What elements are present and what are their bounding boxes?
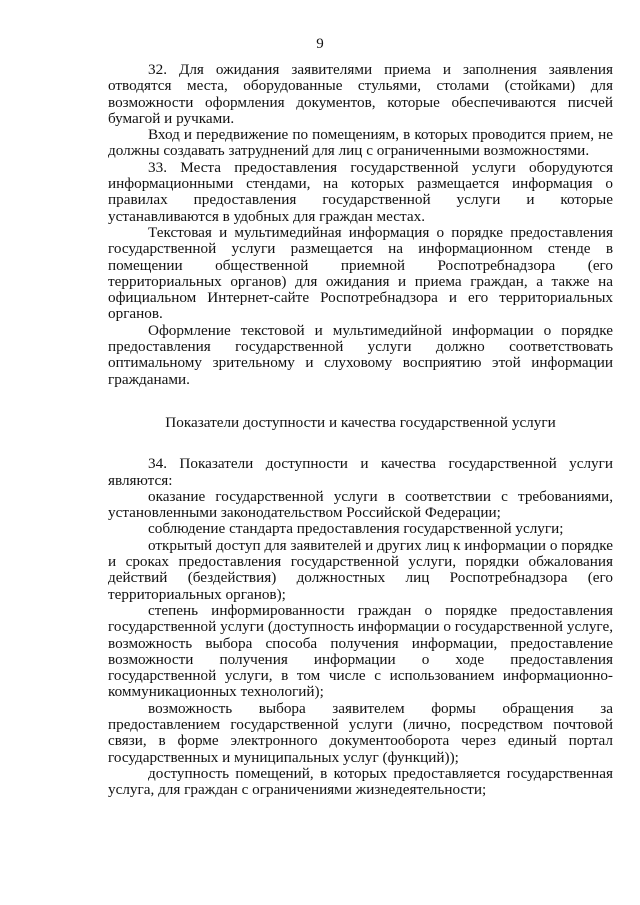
list-item-appeal-form-choice: возможность выбора заявителем формы обращения за предоставлением государственной услуги (лично, посредством почтовой связи, в форме электронного документооборота через единый портал государственных и муниципальных услуг (функций)); xyxy=(108,699,613,766)
list-item-standard-compliance: соблюдение стандарта предоставления государственной услуги; xyxy=(148,520,564,538)
section-heading: Показатели доступности и качества государственной услуги xyxy=(165,413,556,431)
document-body xyxy=(108,62,613,798)
paragraph-34-indicators: 34. Показатели доступности и качества государственной услуги являются: xyxy=(108,455,613,489)
paragraph-text-multimedia-info: Текстовая и мультимедийная информация о порядке предоставления государственной услуги размещается на информационном стенде в помещении общественной приемной Роспотребнадзора (его территориальных органов) для ожидания и приема граждан, а также на официальном Интернет-сайте Роспотребнадзора и его территориальных органов. xyxy=(108,223,613,323)
paragraph-33-info-stands: 33. Места предоставления государственной услуги оборудуются информационными стендами, на которых размещается информация о правилах предоставления государственной услуги и которые устанавливаются в удобных для граждан местах. xyxy=(108,158,613,225)
paragraph-info-design: Оформление текстовой и мультимедийной информации о порядке предоставления государственной услуги должно соответствовать оптимальному зрительному и слуховому восприятию этой информации гражданами. xyxy=(108,321,613,388)
paragraph-entrance-movement: Вход и передвижение по помещениям, в которых проводится прием, не должны создавать затруднений для лиц с ограниченными возможностями. xyxy=(108,126,613,160)
list-item-open-access: открытый доступ для заявителей и других лиц к информации о порядке и сроках предоставления государственной услуги, порядки обжалования действий (бездействия) должностных лиц Роспотребнадзора (его территориальных органов); xyxy=(108,536,613,603)
page-number: 9 xyxy=(316,36,324,52)
paragraph-32-waiting-places: 32. Для ожидания заявителями приема и заполнения заявления отводятся места, оборудованные стульями, столами (стойками) для возможности оформления документов, которые обеспечиваются писчей бумагой и ручками. xyxy=(108,61,613,127)
list-item-legal-compliance: оказание государственной услуги в соответствии с требованиями, установленными законодательством Российской Федерации; xyxy=(108,487,613,522)
list-item-awareness-degree: степень информированности граждан о порядке предоставления государственной услуги (доступность информации о государственной услуге, возможность выбора способа получения информации, предоставление возможности получения информации о ходе предоставления государственной услуги, в том числе с использованием информационно-коммуникационных технологий); xyxy=(108,601,613,701)
list-item-premises-accessibility: доступность помещений, в которых предоставляется государственная услуга, для граждан с ограничениями жизнедеятельности; xyxy=(108,764,613,799)
